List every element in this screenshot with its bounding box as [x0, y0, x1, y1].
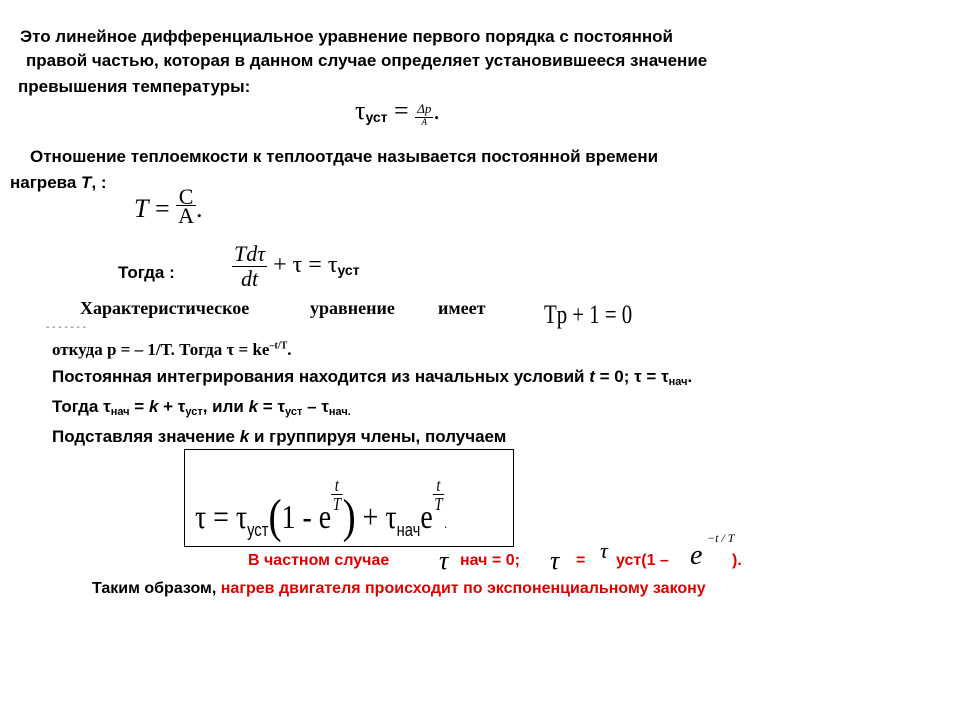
conclusion-red: нагрев двигателя происходит по экспоненциальному закону — [220, 580, 706, 597]
big-formula-paren-open: ( — [268, 490, 282, 543]
then2-e-sub: уст — [285, 406, 303, 418]
formula-tau-ust-sub: уст — [365, 109, 388, 125]
then2-f-sub: нач. — [328, 406, 351, 418]
big-formula — [195, 476, 447, 550]
formula-T-den: A — [178, 202, 195, 228]
big-formula-one-minus-e: 1 - e — [281, 499, 332, 536]
characteristic-word-3: имеет — [438, 298, 486, 318]
then2-e: = τ — [258, 397, 286, 416]
big-formula-tau: τ — [195, 499, 207, 536]
then2-a: Тогда τ — [52, 397, 111, 416]
big-formula-exp1-den: T — [332, 494, 341, 514]
big-formula-box — [184, 449, 514, 547]
characteristic-dashes: - - - - - - - — [46, 322, 86, 333]
substitute-post: и группируя члены, получаем — [249, 427, 507, 446]
formula-T-tail: . — [196, 194, 203, 223]
formula-tau-ust-fraction — [415, 101, 433, 126]
formula-then-rest: + τ = τ — [273, 252, 338, 279]
special-case-tau-1: τ — [439, 546, 449, 575]
formula-tau-ust-den: A — [421, 116, 428, 127]
integration-tail: . — [687, 367, 693, 386]
special-case-exp: −t / T — [707, 531, 735, 545]
formula-T-num: C — [176, 197, 196, 206]
big-formula-tau-nach: τ — [385, 499, 397, 536]
big-formula-ust: уст — [247, 519, 269, 540]
big-formula-tail: . — [444, 517, 448, 532]
big-formula-eq: = — [213, 499, 229, 536]
whence-text: откуда p = – 1/T. Тогда τ = ke — [52, 340, 270, 359]
substitute-pre: Подставляя значение — [52, 427, 240, 446]
time-constant-suffix: , : — [91, 173, 107, 192]
big-formula-plus: + — [362, 499, 379, 536]
time-constant-prefix: нагрева — [10, 173, 82, 192]
whence-tail: . — [287, 340, 292, 359]
integration-mid: = 0; τ = τ — [594, 367, 669, 386]
big-formula-paren-close: ) — [342, 490, 356, 543]
formula-then-num: Tdτ — [234, 241, 266, 266]
special-case-e: e — [690, 540, 703, 571]
intro-line-3: превышения температуры: — [18, 77, 251, 96]
then2-c-sub: уст — [185, 406, 203, 418]
formula-T-eq: = — [154, 194, 170, 223]
whence-sup: –t/T — [269, 340, 288, 352]
formula-tau-ust-tail: . — [433, 96, 440, 125]
then2-line — [52, 396, 351, 423]
special-case-close: ). — [732, 552, 742, 569]
characteristic-formula: Tp + 1 = 0 — [544, 300, 633, 329]
formula-tau-ust-lhs: τ — [355, 96, 366, 125]
formula-T-lhs: T — [134, 194, 149, 223]
special-case-ust: уст(1 – — [616, 552, 669, 569]
special-case-pre: В частном случае — [248, 552, 390, 569]
then2-c: + τ — [158, 397, 186, 416]
conclusion-black: Таким образом, — [92, 580, 221, 597]
conclusion-line — [92, 580, 706, 598]
then2-a-sub: нач — [110, 406, 130, 418]
special-case-eq: = — [576, 552, 586, 569]
big-formula-e: e — [420, 499, 433, 536]
time-constant-var: T — [81, 173, 92, 192]
substitute-k: k — [239, 427, 250, 446]
time-constant-line-1: Отношение теплоемкости к теплоотдаче называется постоянной времени — [30, 147, 659, 166]
characteristic-word-1: Характеристическое — [80, 298, 250, 318]
integration-line — [52, 366, 692, 393]
whence-line — [52, 340, 292, 360]
formula-tau-ust-eq: = — [394, 96, 409, 125]
special-case-tau-3: τ — [600, 538, 608, 563]
then2-b: = — [129, 397, 149, 416]
big-formula-exp2-den: T — [434, 494, 443, 514]
integration-t: t — [589, 367, 595, 386]
formula-tau-ust — [355, 96, 440, 126]
formula-then — [232, 242, 360, 291]
formula-tau-ust-num: Δp — [417, 100, 432, 116]
formula-then-den: dt — [240, 266, 259, 291]
then2-d: , или — [202, 397, 249, 416]
formula-then-fraction — [232, 242, 267, 291]
big-formula-nach: нач — [396, 519, 421, 540]
integration-sub: нач — [668, 376, 688, 388]
time-constant-line-2 — [10, 172, 107, 194]
integration-text: Постоянная интегрирования находится из начальных условий — [52, 367, 590, 386]
characteristic-word-2: уравнение — [310, 298, 395, 318]
intro-line-2: правой частью, которая в данном случае определяет установившееся значение — [26, 51, 708, 70]
then-label: Тогда : — [118, 263, 175, 282]
formula-T-fraction — [176, 183, 196, 228]
then2-k1: k — [148, 397, 159, 416]
big-formula-tau-ust: τ — [235, 499, 248, 536]
big-formula-exp1 — [331, 476, 342, 513]
formula-then-sub: уст — [337, 262, 360, 279]
intro-line-1: Это линейное дифференциальное уравнение первого порядка с постоянной — [20, 27, 673, 46]
special-case-tau-2: τ — [550, 546, 560, 575]
then2-f: – τ — [302, 397, 329, 416]
formula-T — [134, 183, 203, 228]
big-formula-exp2 — [433, 476, 444, 513]
substitute-line — [52, 426, 506, 448]
special-case-nach: нач = 0; — [460, 552, 520, 569]
big-formula-exp2-num: t — [433, 476, 444, 495]
big-formula-exp1-num: t — [331, 476, 342, 495]
then2-k2: k — [248, 397, 259, 416]
